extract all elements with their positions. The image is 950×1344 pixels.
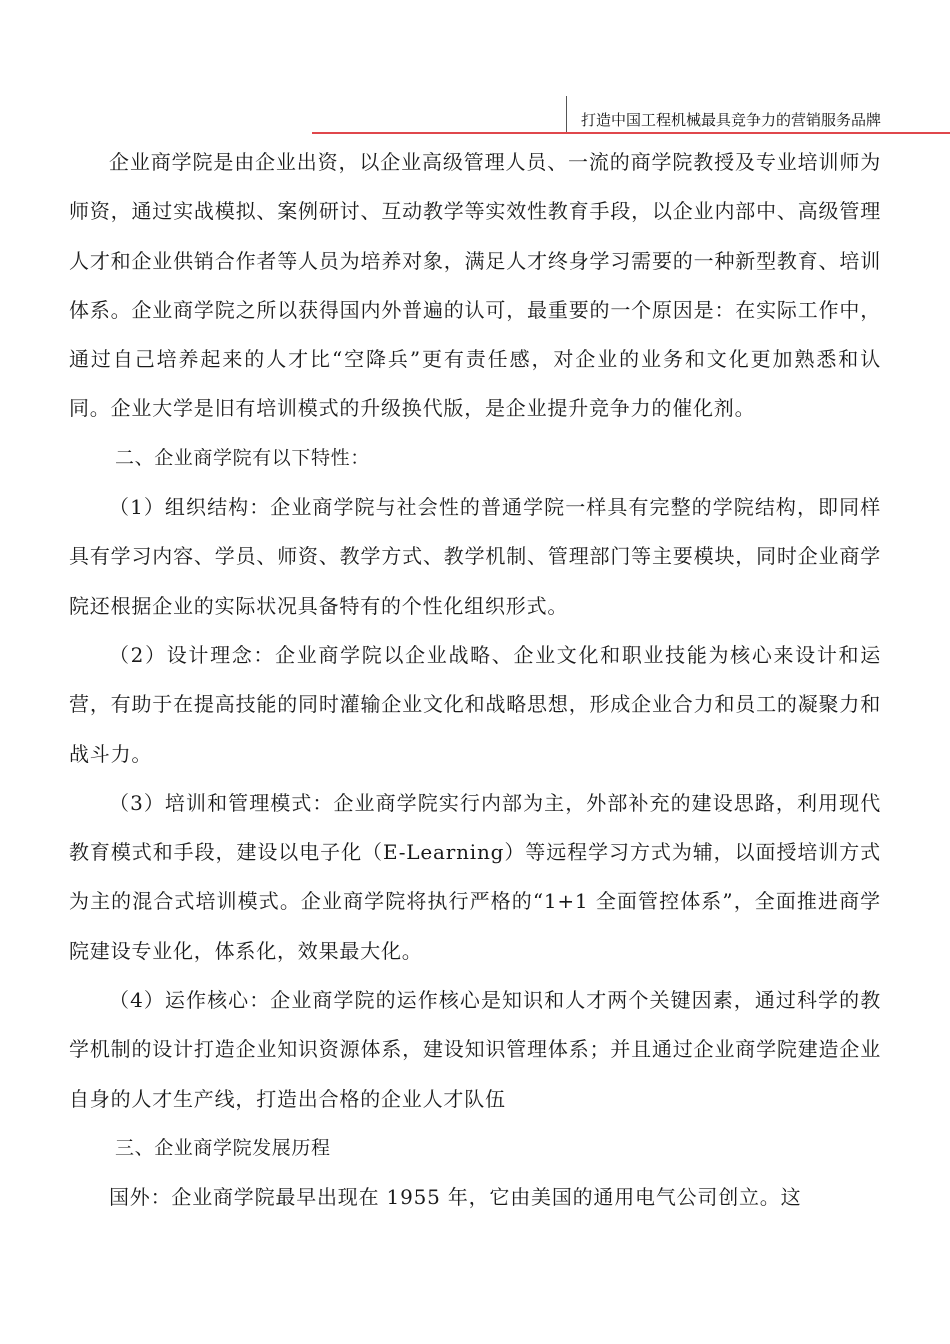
feature-item-1: （1）组织结构：企业商学院与社会性的普通学院一样具有完整的学院结构，即同样具有学习内容、学员、师资、教学方式、教学机制、管理部门等主要模块，同时企业商学院还根据企业的实际状况具备特有的个性化组织形式。 [69,495,881,618]
history-paragraph: 国外：企业商学院最早出现在 1955 年，它由美国的通用电气公司创立。这 [109,1185,802,1210]
feature-item-4: （4）运作核心：企业商学院的运作核心是知识和人才两个关键因素，通过科学的教学机制的设计打造企业知识资源体系，建设知识管理体系；并且通过企业商学院建造企业自身的人才生产线，打造出合格的企业人才队伍 [69,988,881,1111]
header-rule [312,132,950,134]
document-body [69,138,881,1223]
intro-paragraph: 企业商学院是由企业出资，以企业高级管理人员、一流的商学院教授及专业培训师为师资，通过实战模拟、案例研讨、互动教学等实效性教育手段，以企业内部中、高级管理人才和企业供销合作者等人员为培养对象，满足人才终身学习需要的一种新型教育、培训体系。企业商学院之所以获得国内外普遍的认可，最重要的一个原因是：在实际工作中，通过自己培养起来的人才比“空降兵”更有责任感，对企业的业务和文化更加熟悉和认同。企业大学是旧有培训模式的升级换代版，是企业提升竞争力的催化剂。 [69,150,881,421]
feature-item-3: （3）培训和管理模式：企业商学院实行内部为主，外部补充的建设思路，利用现代教育模式和手段，建设以电子化（E-Learning）等远程学习方式为辅，以面授培训方式为主的混合式培训模式。企业商学院将执行严格的“1+1 全面管控体系”，全面推进商学院建设专业化，体系化，效果最大化。 [69,790,881,963]
header-slogan: 打造中国工程机械最具竞争力的营销服务品牌 [581,111,882,129]
section-2-heading: 二、企业商学院有以下特性： [115,446,370,469]
page-header [566,96,950,132]
feature-item-2: （2）设计理念：企业商学院以企业战略、企业文化和职业技能为核心来设计和运营，有助于在提高技能的同时灌输企业文化和战略思想，形成企业合力和员工的凝聚力和战斗力。 [69,642,881,766]
section-3-heading: 三、企业商学院发展历程 [115,1136,331,1159]
